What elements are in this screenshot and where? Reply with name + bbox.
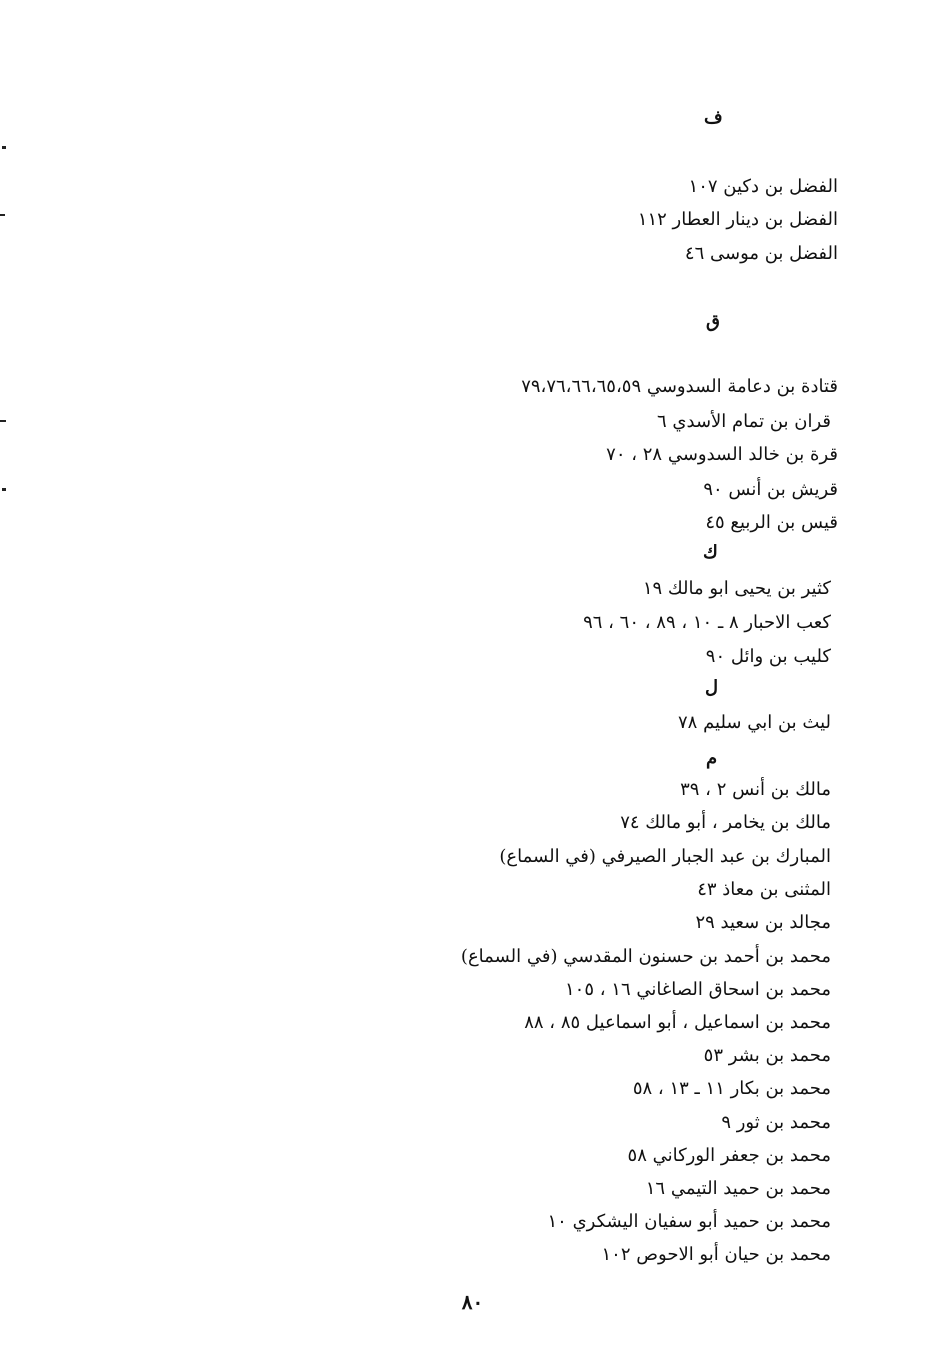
section-letter: م [706,748,718,769]
index-entry: مالك بن أنس ٢ ، ٣٩ [680,779,831,800]
section-letter: ك [703,542,718,563]
margin-mark [2,146,6,149]
index-entry: محمد بن ثور ٩ [721,1112,831,1133]
index-entry: قيس بن الربيع ٤٥ [705,512,838,533]
index-entry: مجالد بن سعيد ٢٩ [695,912,831,933]
index-entry: قران بن تمام الأسدي ٦ [657,411,831,432]
index-entry: قرة بن خالد السدوسي ٢٨ ، ٧٠ [606,444,838,465]
index-entry: كثير بن يحيى ابو مالك ١٩ [642,578,831,599]
margin-mark [2,488,6,491]
index-entry: الفضل بن دكين ١٠٧ [688,176,838,197]
index-entry: محمد بن بكار ١١ ـ ١٣ ، ٥٨ [632,1078,831,1099]
index-entry: كعب الاحبار ٨ ـ ١٠ ، ٨٩ ، ٦٠ ، ٩٦ [583,612,831,633]
index-entry: المثنى بن معاذ ٤٣ [697,879,831,900]
section-letter: ل [705,677,719,698]
index-entry: محمد بن حميد التيمي ١٦ [645,1178,831,1199]
index-entry: الفضل بن دينار العطار ١١٢ [637,209,838,230]
index-entry: قتادة بن دعامة السدوسي ٧٩،٧٦،٦٦،٦٥،٥٩ [521,376,838,397]
section-letter: ف [704,107,723,128]
page-number: ٨٠ [461,1290,484,1314]
index-entry: محمد بن جعفر الوركاني ٥٨ [627,1145,831,1166]
index-entry: المبارك بن عبد الجبار الصيرفي (في السماع) [499,846,831,867]
index-entry: محمد بن اسماعيل ، أبو اسماعيل ٨٥ ، ٨٨ [524,1012,831,1033]
index-entry: محمد بن حيان أبو الاحوص ١٠٢ [601,1244,831,1265]
margin-mark [0,420,6,422]
index-entry: ليث بن ابي سليم ٧٨ [678,712,831,733]
section-letter: ق [706,311,720,332]
index-entry: محمد بن اسحاق الصاغاني ١٦ ، ١٠٥ [565,979,831,1000]
index-entry: مالك بن يخامر ، أبو مالك ٧٤ [620,812,831,833]
index-entry: محمد بن بشر ٥٣ [703,1045,831,1066]
index-entry: محمد بن أحمد بن حسنون المقدسي (في السماع) [460,946,831,967]
index-entry: محمد بن حميد أبو سفيان اليشكري ١٠ [547,1211,831,1232]
index-entry: قريش بن أنس ٩٠ [703,479,838,500]
index-entry: الفضل بن موسى ٤٦ [684,243,838,264]
index-entry: كليب بن وائل ٩٠ [705,646,831,667]
margin-mark [0,214,5,216]
